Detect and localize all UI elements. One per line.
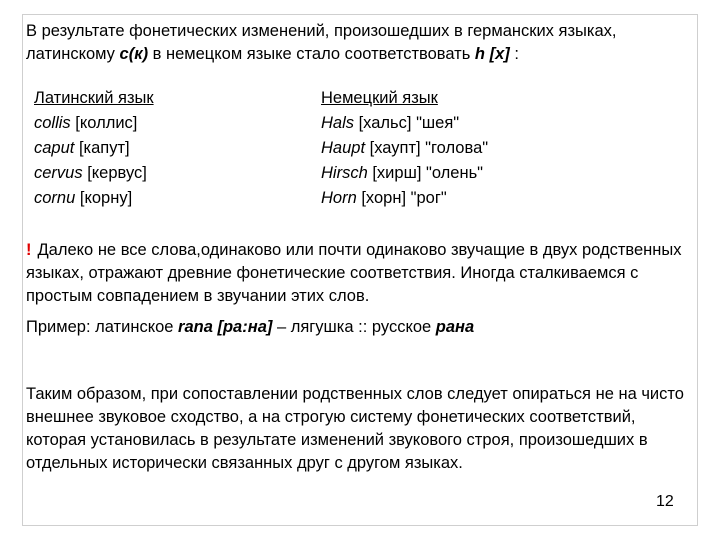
page-number: 12 — [656, 493, 674, 510]
latin-word: collis — [34, 114, 71, 132]
example-middle: – лягушка :: русское — [272, 318, 436, 336]
table-row — [321, 161, 488, 186]
german-transcription: [хаупт] "голова" — [365, 139, 489, 157]
german-transcription: [хорн] "рог" — [356, 189, 447, 207]
latin-sound: c(к) — [119, 45, 149, 63]
german-word: Hals — [321, 114, 355, 132]
german-word: Hirsch — [321, 164, 368, 182]
latin-transcription: [коллис] — [70, 114, 138, 132]
intro-suffix: : — [509, 45, 519, 63]
example-russian: рана — [435, 318, 475, 336]
intro-line-1: В результате фонетических изменений, произошедших в германских языках, — [26, 22, 617, 40]
table-row — [34, 136, 154, 161]
intro-middle: в немецком языке стало соответствовать — [148, 45, 475, 63]
german-transcription: [хальс] "шея" — [354, 114, 460, 132]
latin-header: Латинский язык — [34, 89, 154, 107]
intro-line-2 — [26, 43, 686, 66]
table-row — [321, 136, 488, 161]
note-paragraph — [26, 239, 696, 308]
intro-paragraph — [26, 20, 686, 66]
note-text: Далеко не все слова,одинаково или почти одинаково звучащие в двух родственных языках, отражают древние фонетические соответствия. Иногда сталкиваемся с простым совпадением в звучании этих слов. — [26, 241, 682, 305]
table-row — [34, 111, 154, 136]
latin-column — [34, 86, 154, 211]
table-row — [34, 186, 154, 211]
latin-word: caput — [34, 139, 75, 157]
example-paragraph — [26, 316, 696, 339]
german-sound: h [x] — [474, 45, 510, 63]
latin-transcription: [кервус] — [82, 164, 147, 182]
table-row — [321, 111, 488, 136]
conclusion-paragraph: Таким образом, при сопоставлении родственных слов следует опираться не на чисто внешнее звуковое сходство, а на строгую систему фонетических соответствий, которая установилась в результате изменений звукового строя, произошедших в отдельных исторически связанных друг с другом языках. — [26, 385, 684, 472]
example-prefix: Пример: латинское — [26, 318, 179, 336]
german-transcription: [хирш] "олень" — [367, 164, 484, 182]
latin-transcription: [корну] — [75, 189, 133, 207]
latin-transcription: [капут] — [74, 139, 130, 157]
latin-word: cornu — [34, 189, 76, 207]
table-row — [321, 186, 488, 211]
german-header: Немецкий язык — [321, 89, 438, 107]
german-word: Haupt — [321, 139, 366, 157]
latin-word: cervus — [34, 164, 83, 182]
table-row — [34, 161, 154, 186]
exclamation-icon: ! — [26, 241, 32, 259]
example-latin: rana [ра:на] — [178, 318, 273, 336]
german-column — [321, 86, 488, 211]
intro-prefix: латинскому — [26, 45, 120, 63]
german-word: Horn — [321, 189, 357, 207]
